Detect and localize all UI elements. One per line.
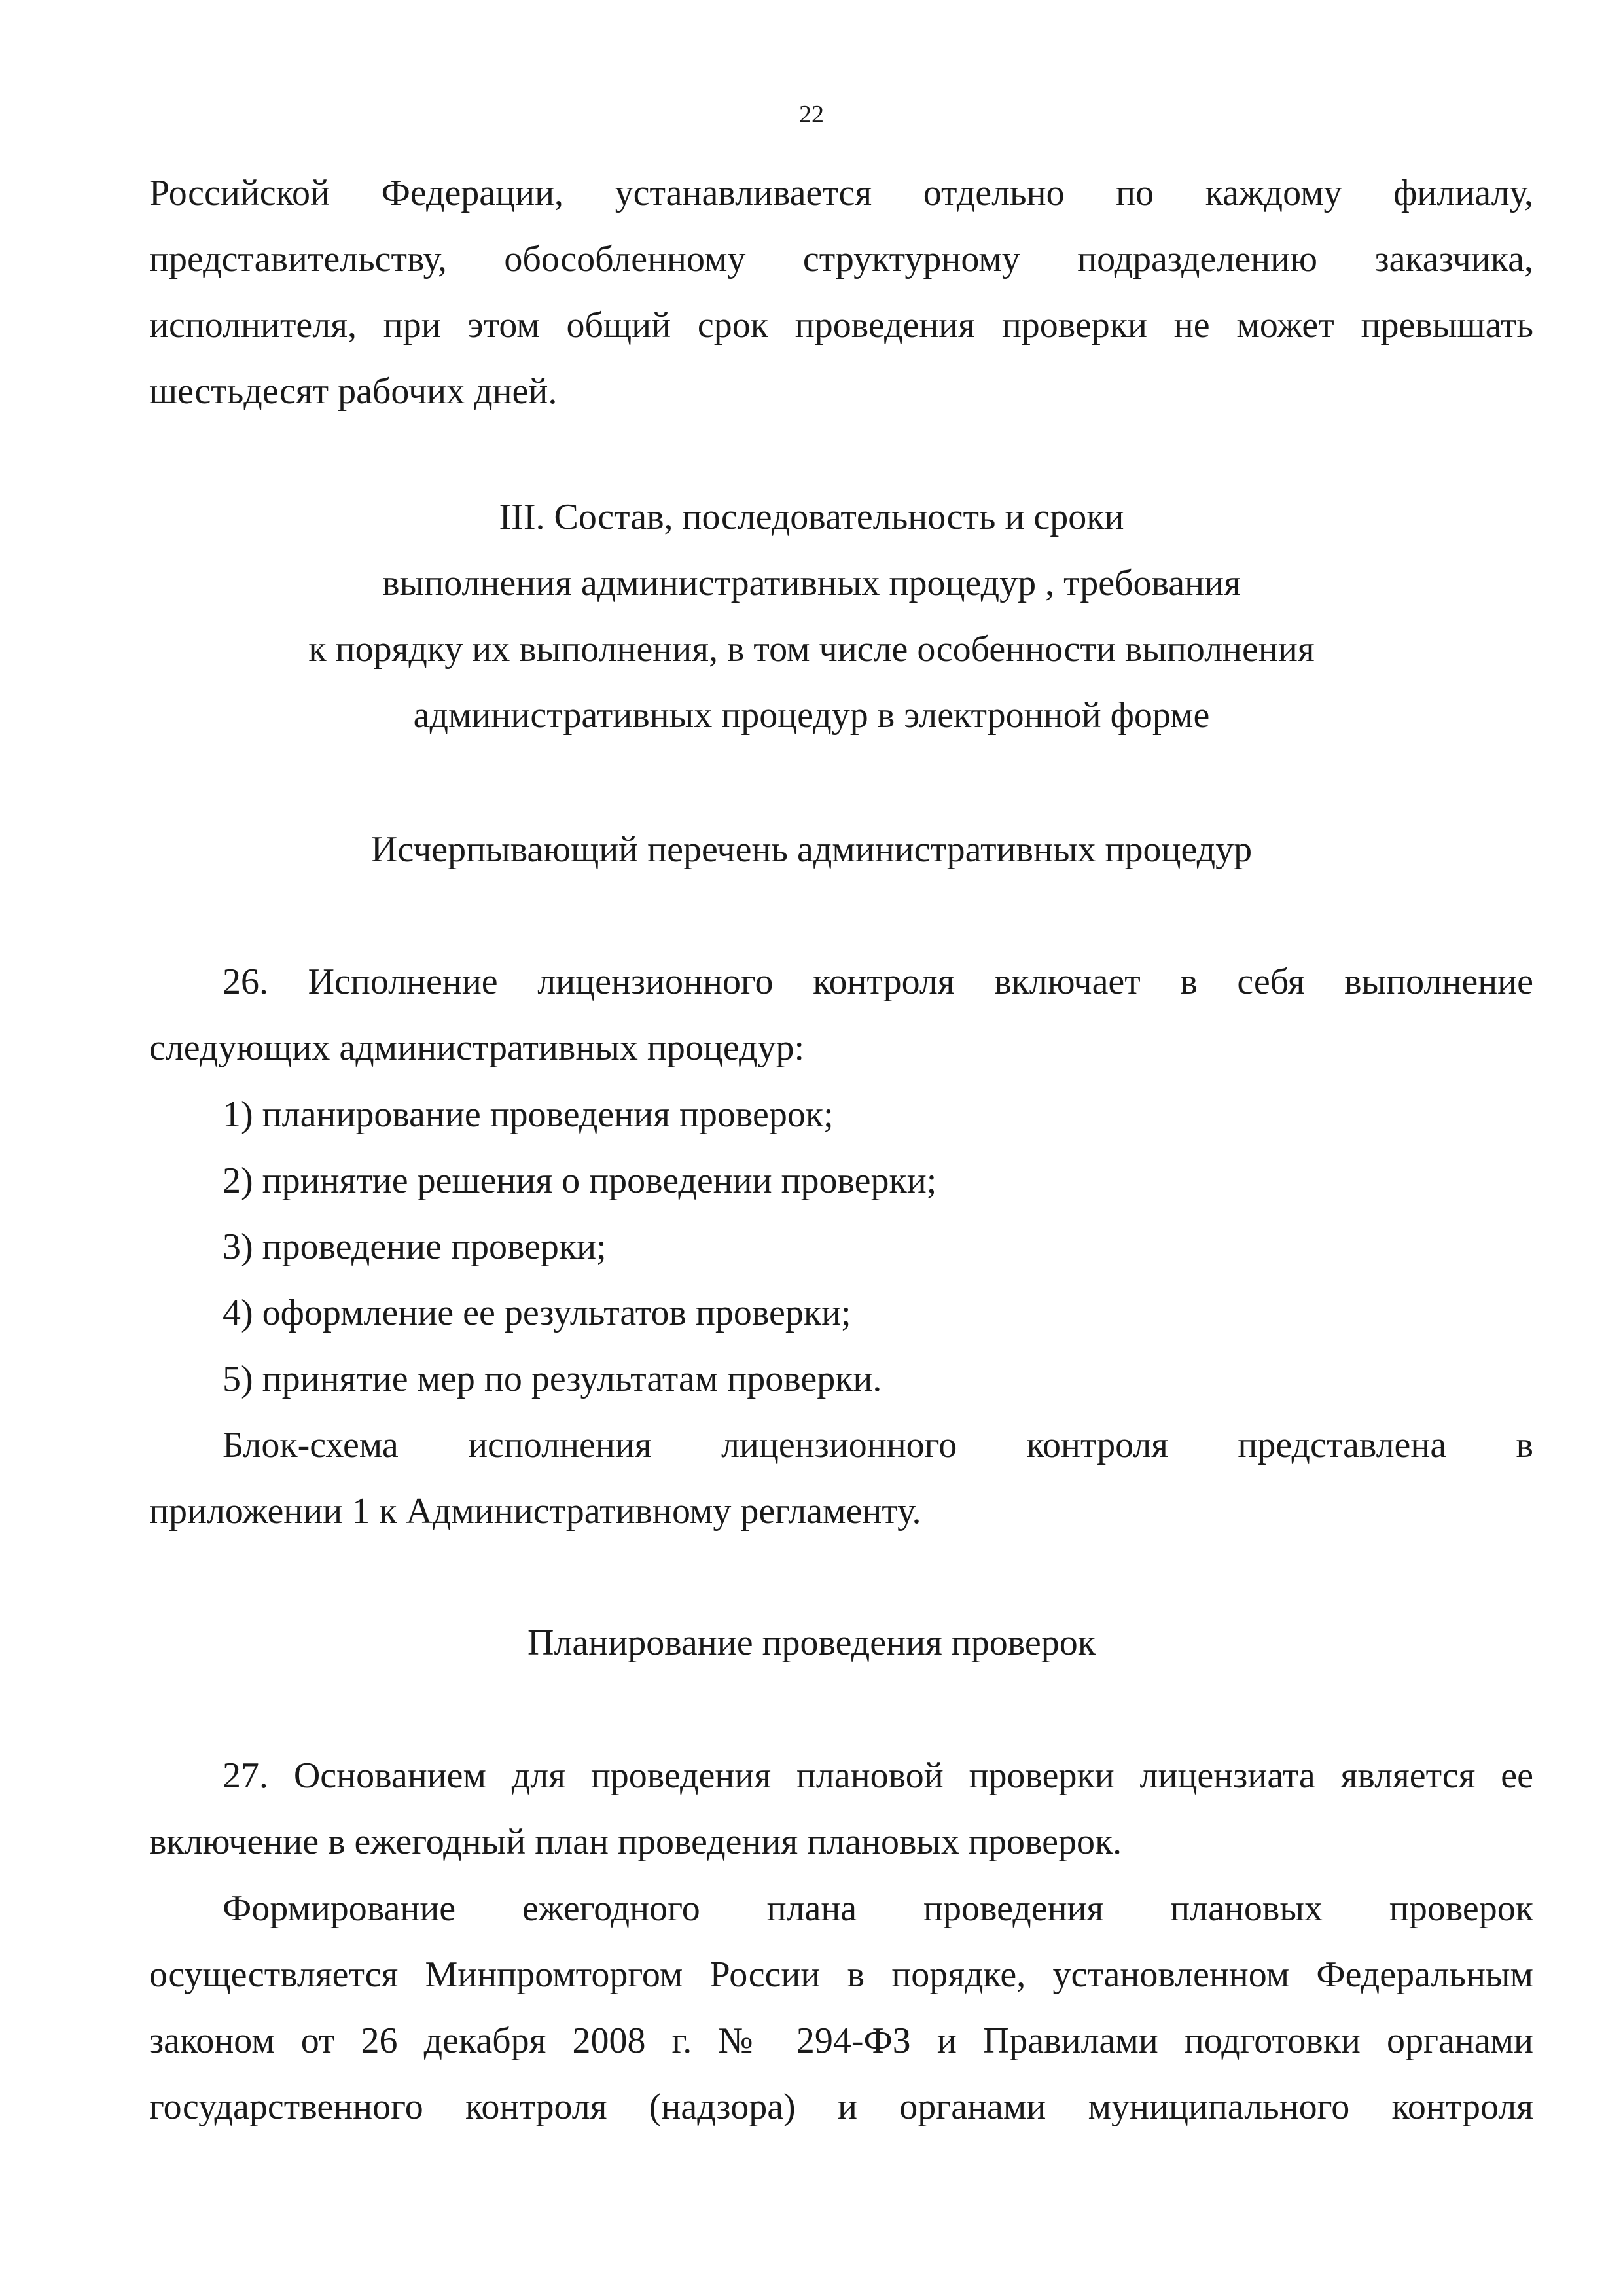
- section-heading: [0, 484, 1623, 749]
- text-line: законом от 26 декабря 2008 г. № 294-ФЗ и Правилами подготовки органами: [149, 2020, 1533, 2061]
- text-line: исполнителя, при этом общий срок проведения проверки не может превышать: [149, 305, 1533, 346]
- text-line: Формирование ежегодного плана проведения плановых проверок: [223, 1888, 1533, 1929]
- text-line: представительству, обособленному структурному подразделению заказчика,: [149, 239, 1533, 279]
- heading-line: III. Состав, последовательность и сроки: [499, 497, 1124, 537]
- intro-paragraph: [149, 160, 1533, 425]
- subsection-heading-procedures: [0, 817, 1623, 883]
- page-number: 22: [799, 101, 824, 128]
- text-line: Российской Федерации, устанавливается отдельно по каждому филиалу,: [149, 173, 1533, 213]
- paragraph-26: [149, 949, 1533, 1081]
- text-line: шестьдесят рабочих дней.: [149, 371, 558, 412]
- paragraph-27: [149, 1743, 1533, 1875]
- formation-paragraph: [149, 1876, 1533, 2140]
- text-line: осуществляется Минпромторгом России в порядке, установленном Федеральным: [149, 1954, 1533, 1995]
- text-line: 27. Основанием для проведения плановой проверки лицензиата является ее: [223, 1755, 1533, 1796]
- text-line: государственного контроля (надзора) и органами муниципального контроля: [149, 2087, 1533, 2127]
- text-line: приложении 1 к Административному регламенту.: [149, 1491, 921, 1532]
- text-line: 26. Исполнение лицензионного контроля включает в себя выполнение: [223, 961, 1533, 1002]
- heading-line: Исчерпывающий перечень административных процедур: [370, 829, 1253, 870]
- text-line: следующих административных процедур:: [149, 1028, 805, 1068]
- text-line: Блок-схема исполнения лицензионного контроля представлена в: [223, 1425, 1533, 1465]
- list-item: 4) оформление ее результатов проверки;: [223, 1293, 851, 1333]
- subsection-heading-planning: [0, 1610, 1623, 1676]
- heading-line: Планирование проведения проверок: [527, 1623, 1096, 1663]
- heading-line: выполнения административных процедур , требования: [382, 563, 1241, 603]
- block-scheme-paragraph: [149, 1412, 1533, 1545]
- list-item: 5) принятие мер по результатам проверки.: [223, 1359, 882, 1399]
- list-item: 3) проведение проверки;: [223, 1227, 607, 1267]
- text-line: включение в ежегодный план проведения плановых проверок.: [149, 1821, 1122, 1862]
- heading-line: административных процедур в электронной форме: [413, 695, 1210, 736]
- list-item: 2) принятие решения о проведении проверки;: [223, 1160, 937, 1201]
- list-item: 1) планирование проведения проверок;: [223, 1094, 834, 1135]
- heading-line: к порядку их выполнения, в том числе особенности выполнения: [308, 629, 1315, 670]
